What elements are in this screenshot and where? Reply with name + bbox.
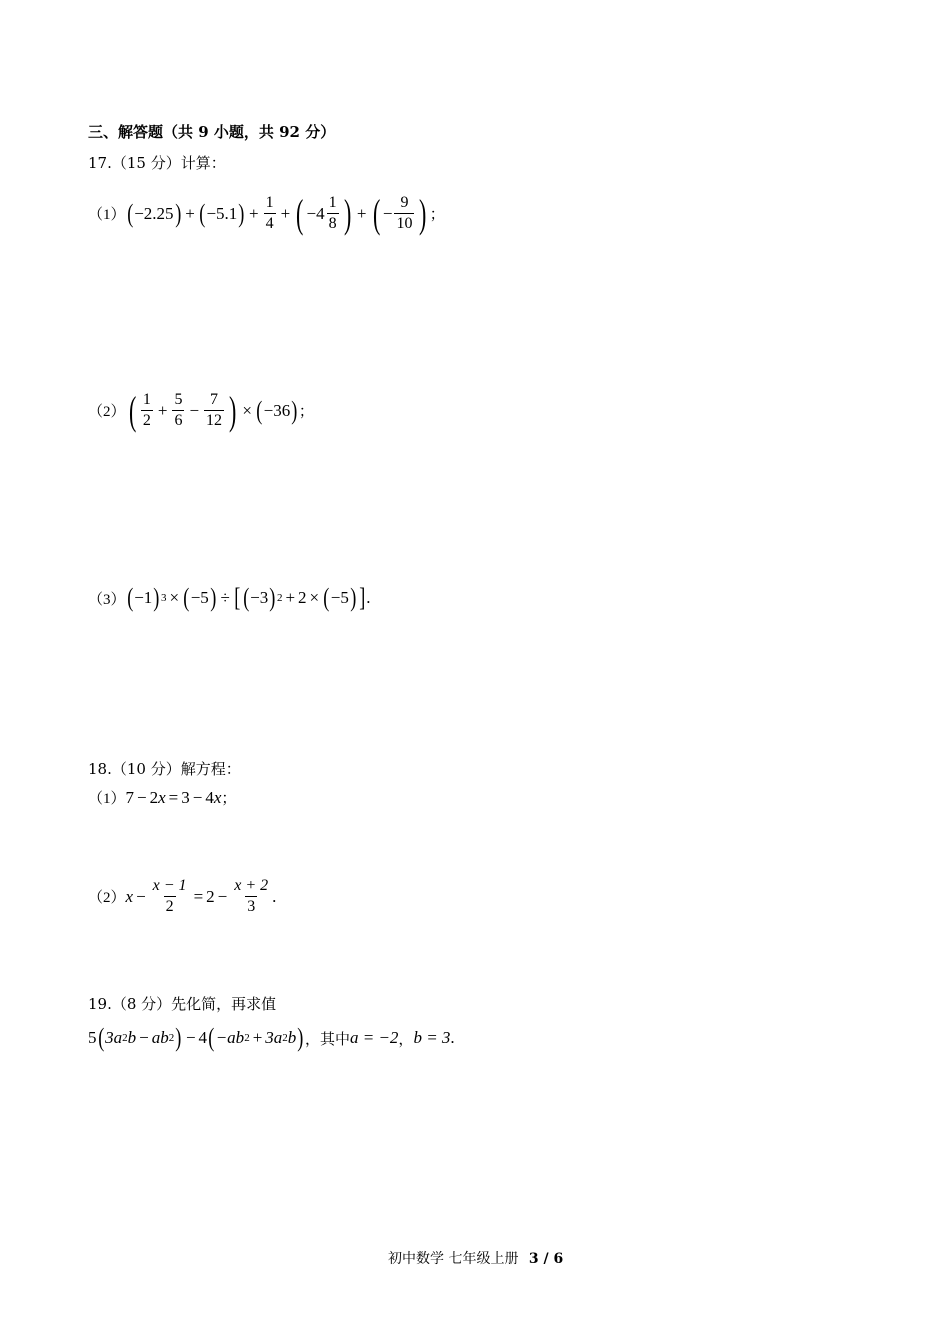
q17-p1-term2: −5.1 [206,203,238,223]
q17-part2: （2） ( $\frac{1}{2}$ + $\frac{5}{6}$ − $\frac{7}{12}$ ) × ( −36 ) ； [88,387,314,433]
q18-part2: （2） x − $\frac{x - 1}{2}$ = 2 − $\frac{x + 2}{3}$ . [88,877,277,915]
q19-heading: 19.（8 分）先化简，再求值 [88,995,277,1013]
q17-p1-fraction2: $\frac{9}{10}$ [396,194,413,232]
q19-expression: 5 ( 3a 2 b − ab 2 ) − 4 ( −ab 2 + 3a 2 b ) ，其中 a = −2 ， b = 3 . [88,1023,455,1052]
section-title: 三、解答题（共 9 小题，共 92 分） [88,123,336,141]
q18-heading: 18.（10 分）解方程： [88,760,241,778]
q18-part1: （1） 7 − 2 x = 3 − 4 x ； [88,787,237,807]
page-number: 3 / 6 [528,1251,564,1267]
q17-heading: 17.（15 分）计算： [88,154,226,172]
footer-text: 初中数学 七年级上册 [388,1251,519,1267]
q17-p1-term1: −2.25 [134,203,174,223]
q17-p1-label: （1） [88,207,126,223]
q17-part3: （3） ( −1 ) 3 × ( −5 ) ÷ [ ( −3 ) 2 + 2 × ( −5 ) ] . [88,583,371,612]
q17-p1-plus: + [185,203,195,223]
q17-p2-label: （2） [88,404,126,420]
q17-p3-label: （3） [88,591,126,608]
q17-part1: （1） ( −2.25 ) + ( −5.1 ) + $\frac{1}{4}$ + ( −4 $\frac{1}{8}$ ) + ( − $\frac{9}{10}$ ) ； [88,190,445,236]
q17-p1-mixed-number: −4 $\frac{1}{8}$ [306,194,337,232]
q17-p1-fraction1: $\frac{1}{4}$ [265,194,274,232]
page-footer [388,1248,563,1268]
